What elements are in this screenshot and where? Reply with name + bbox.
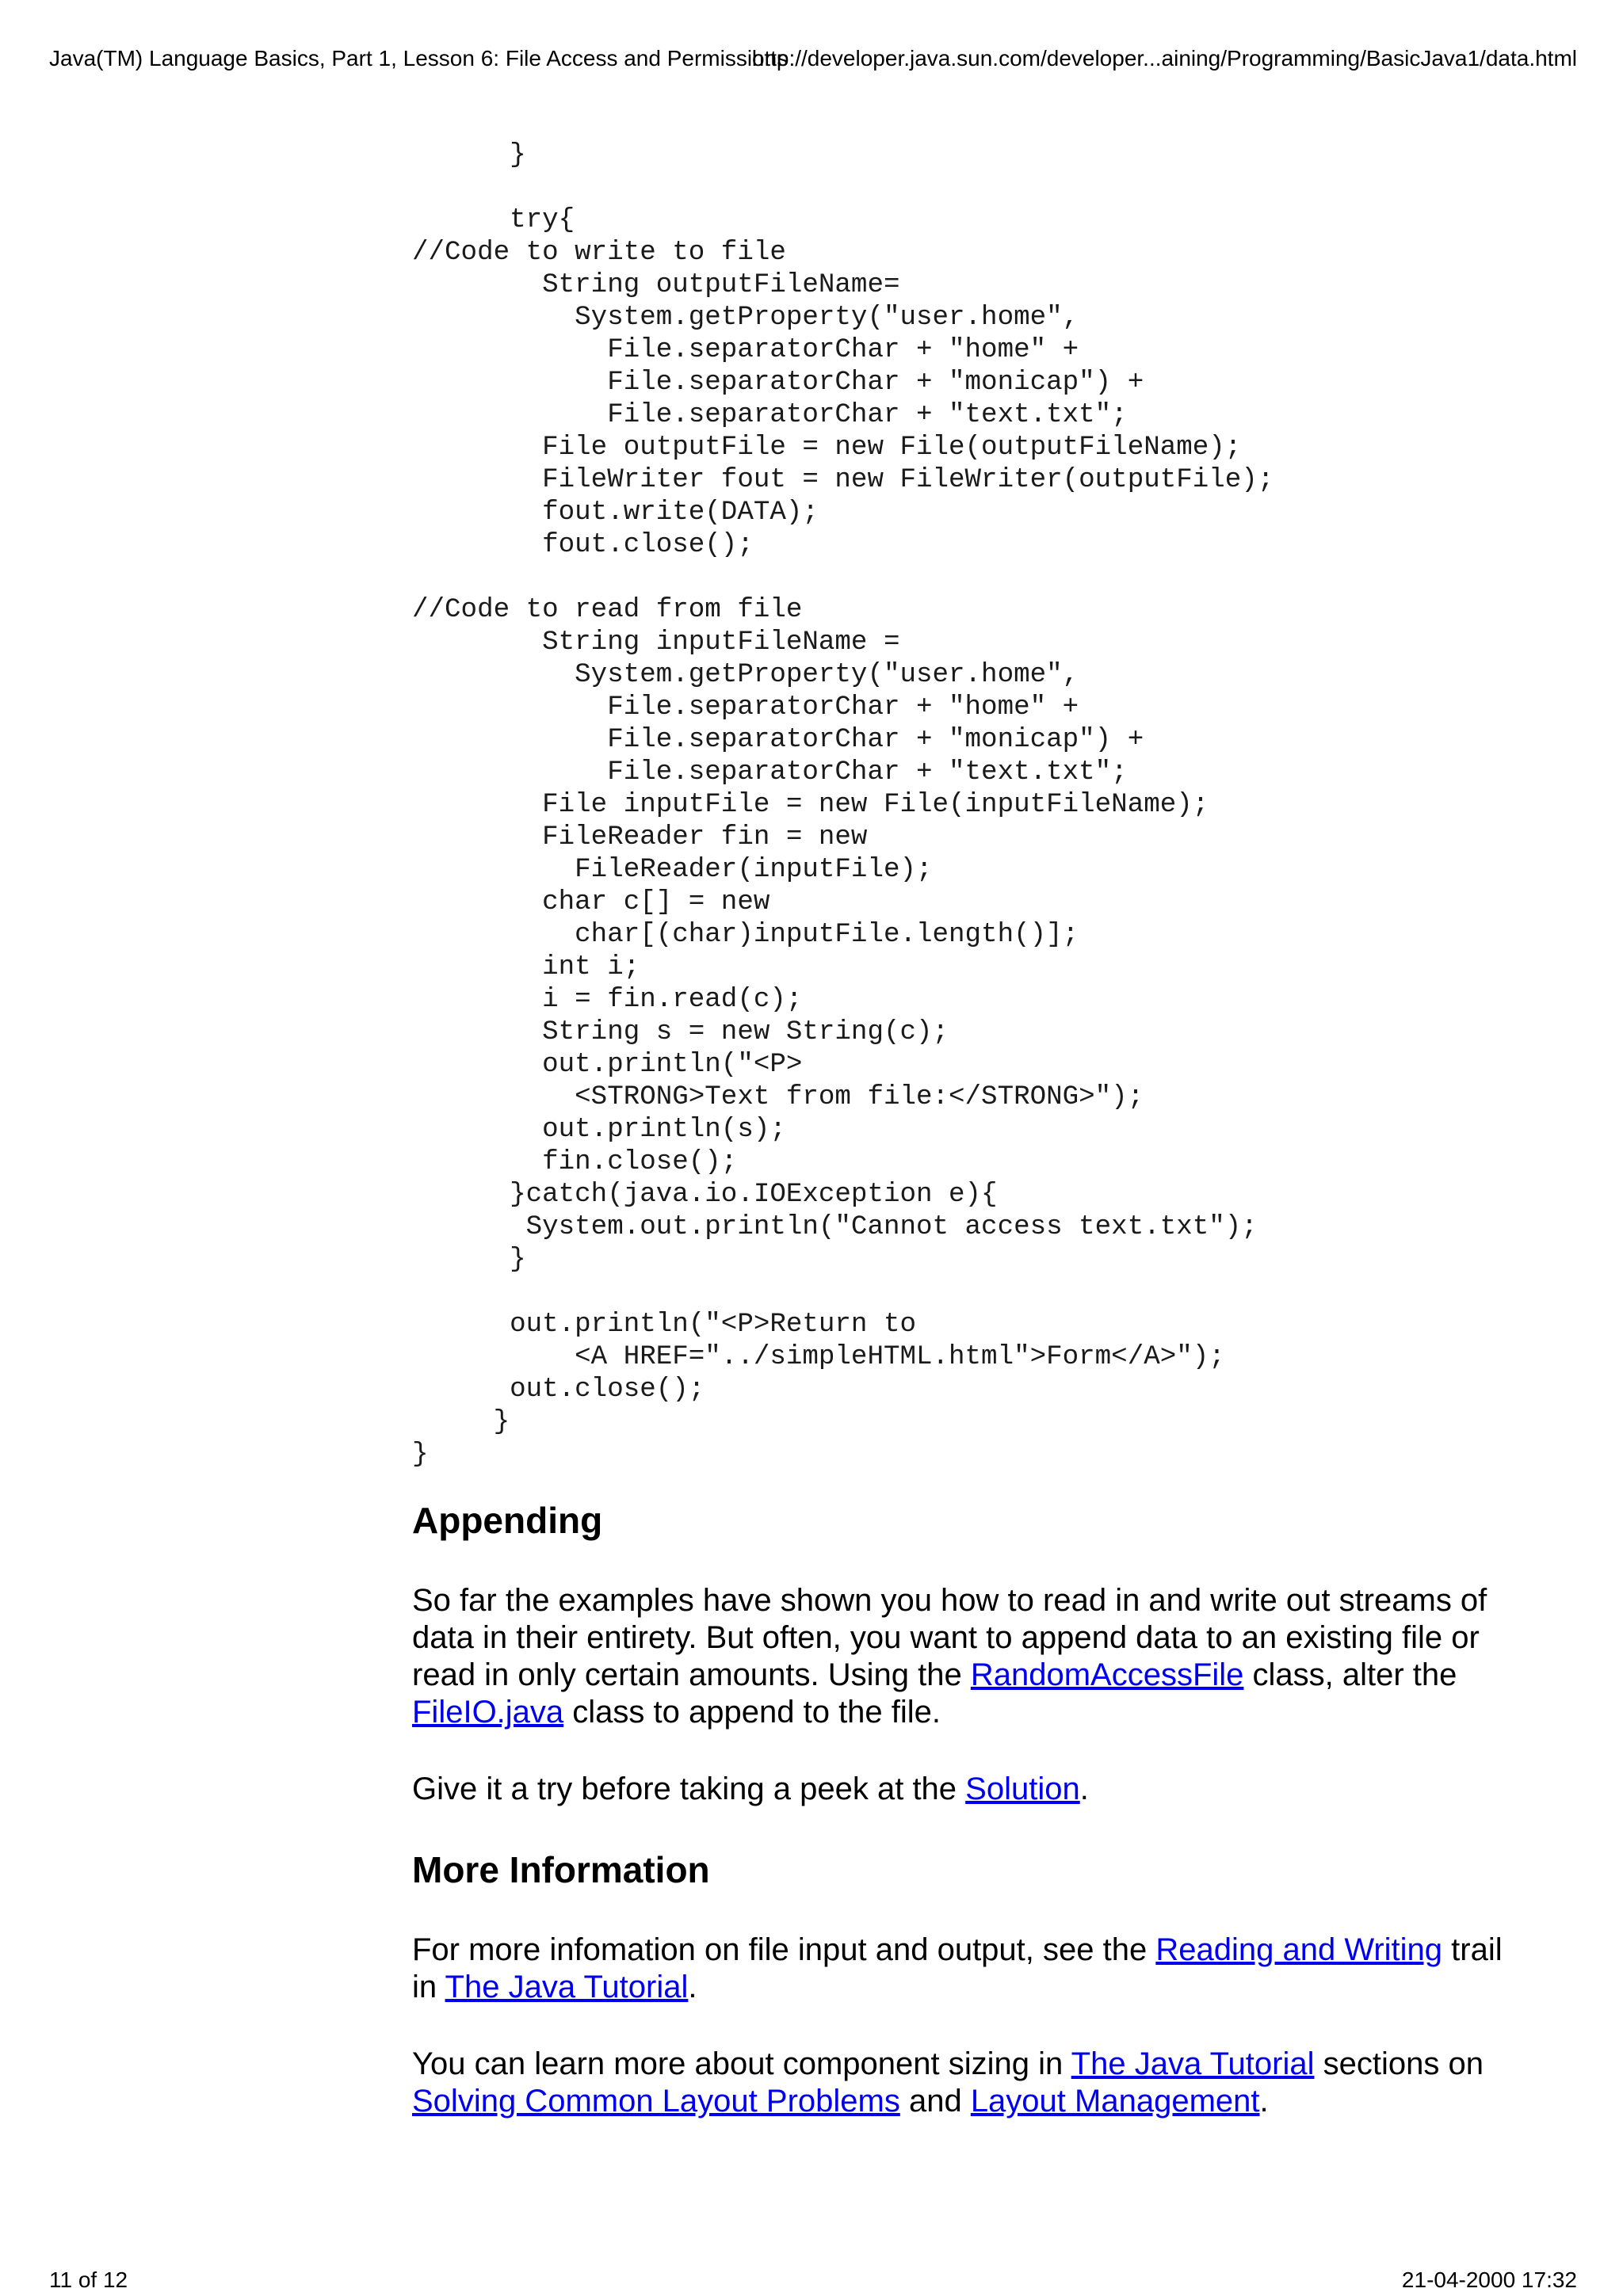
text-span: For more infomation on file input and output, see the [412, 1932, 1156, 1967]
page-number: 11 of 12 [49, 2267, 128, 2292]
link-java-tutorial-2[interactable]: The Java Tutorial [1071, 2046, 1315, 2081]
page-title: Java(TM) Language Basics, Part 1, Lesson 6: File Access and Permissions [49, 46, 789, 71]
text-span: Give it a try before taking a peek at the [412, 1772, 966, 1806]
link-solution[interactable]: Solution [965, 1772, 1080, 1806]
link-solving-common-layout-problems[interactable]: Solving Common Layout Problems [412, 2084, 900, 2119]
link-fileio-java[interactable]: FileIO.java [412, 1695, 564, 1730]
text-span: . [688, 1970, 697, 2004]
paragraph-more-info-sizing [412, 2046, 1522, 2120]
text-span: So far the examples have shown you how to read in and write out streams of data in their entirety. But often, you want to append data to an existing file or read in only certain amounts. Using the [412, 1583, 1487, 1692]
text-span: . [1079, 1772, 1089, 1806]
link-reading-and-writing[interactable]: Reading and Writing [1155, 1932, 1443, 1967]
heading-appending: Appending [412, 1500, 603, 1541]
text-span: class, alter the [1243, 1657, 1457, 1692]
link-randomaccessfile[interactable]: RandomAccessFile [970, 1657, 1244, 1692]
code-block: } try{ //Code to write to file String outputFileName= System.getProperty("user.home", File.separatorChar + "home" + File.separatorChar + "monicap") + File.separatorChar + "text.txt"; File outputFile = new File(outputFileName); FileWriter fout = new FileWriter(outputFile); fout.write(DATA); fout.close(); //Code to read from file String inputFileName = System.getProperty("user.home", File.separatorChar + "home" + File.separatorChar + "monicap") + File.separatorChar + "text.txt"; File inputFile = new File(inputFileName); FileReader fin = new FileReader(inputFile); char c[] = new char[(char)inputFile.length()]; int i; i = fin.read(c); String s = new String(c); out.println("<P> <STRONG>Text from file:</STRONG>"); out.println(s); fin.close(); }catch(java.io.IOException e){ System.out.println("Cannot access text.txt"); } out.println("<P>Return to <A HREF="../simpleHTML.html">Form</A>"); out.close(); } } [412, 140, 1274, 1470]
link-java-tutorial[interactable]: The Java Tutorial [445, 1970, 689, 2004]
document-content [412, 139, 1522, 2120]
text-span: sections on [1314, 2046, 1484, 2081]
heading-more-information: More Information [412, 1849, 710, 1890]
print-header [49, 46, 1577, 78]
text-span: class to append to the file. [563, 1695, 941, 1730]
text-span: and [899, 2084, 971, 2119]
text-span: You can learn more about component sizing in [412, 2046, 1071, 2081]
paragraph-appending-intro [412, 1582, 1522, 1731]
paragraph-more-info-io [412, 1932, 1522, 2006]
link-layout-management[interactable]: Layout Management [970, 2084, 1260, 2119]
print-date: 21-04-2000 17:32 [1401, 2267, 1577, 2292]
print-footer [49, 2267, 1577, 2296]
text-span: . [1259, 2084, 1269, 2119]
paragraph-appending-try [412, 1771, 1522, 1808]
text-span: trail in [412, 1932, 1503, 2004]
page-url: http://developer.java.sun.com/developer...aining/Programming/BasicJava1/data.html [751, 46, 1577, 71]
